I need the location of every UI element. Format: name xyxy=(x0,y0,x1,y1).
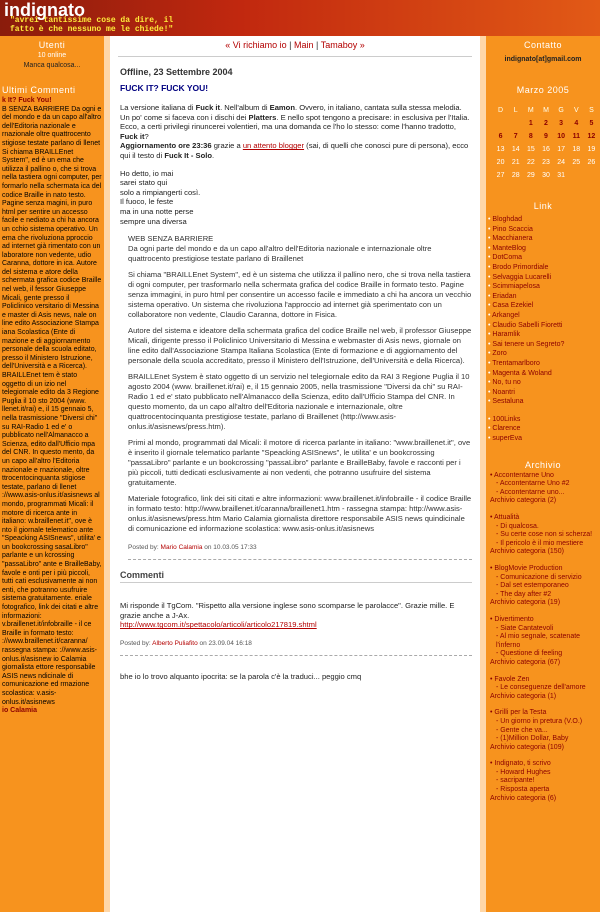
comment-2: bhe io lo trovo alquanto ipocrita: se la parola c'è la traduci... peggio cmq xyxy=(120,671,362,681)
tgcom-link[interactable]: http://www.tgcom.it/spettacolo/articoli/articolo217819.shtml xyxy=(120,620,317,630)
author-link[interactable]: Mario Calamia xyxy=(160,544,203,552)
archive-entry[interactable]: - Al mio segnale, scatenate l'inferno xyxy=(496,633,581,649)
calendar-day: 28 xyxy=(511,172,520,179)
link-list-2 xyxy=(488,415,600,444)
archive-entry[interactable]: - Siate Cantatevoli xyxy=(496,624,554,632)
link-item: • Pino Scaccia xyxy=(488,225,533,233)
link-item: • Arkangel xyxy=(488,311,520,319)
archive-entry[interactable]: - Accontentarne uno... xyxy=(496,488,565,496)
link-title: Link xyxy=(533,201,553,211)
online-count: 10 online xyxy=(37,52,67,59)
archive-category[interactable]: • Divertimento xyxy=(490,615,534,623)
archive-category-link[interactable]: Archivio categoria (109) xyxy=(490,743,564,751)
archive-list xyxy=(490,472,600,804)
link-item-anchor[interactable]: Sestaluna xyxy=(492,398,524,406)
link-item: • Haramlik xyxy=(488,331,521,339)
comment-author-link[interactable]: Alberto Puliafito xyxy=(152,639,198,647)
archive-category-link[interactable]: Archivio categoria (6) xyxy=(490,794,557,802)
link-item: • Macchianera xyxy=(488,235,533,243)
link-list xyxy=(488,215,600,407)
calendar-day: 27 xyxy=(496,172,505,179)
contatto-title: Contatto xyxy=(523,40,563,50)
archive-entry[interactable]: - Questione di feeling xyxy=(496,650,563,658)
archive-entry[interactable]: - Su certe cose non si scherza! xyxy=(496,531,593,539)
link-item-anchor[interactable]: Arkangel xyxy=(492,311,520,319)
calendar-weekday: M xyxy=(543,107,549,114)
calendar-weekday: D xyxy=(498,107,504,114)
calendar-day: 19 xyxy=(587,146,596,153)
link-item-anchor[interactable]: Bloghdad xyxy=(492,216,522,223)
archive-category[interactable]: • BlogMovie Production xyxy=(490,565,563,572)
link-item-anchor[interactable]: DotComa xyxy=(492,254,522,262)
calendar-title: Marzo 2005 xyxy=(516,85,570,95)
ultimi-commenti-title: Ultimi Commenti xyxy=(2,85,76,95)
calendar-weekday: V xyxy=(573,107,579,114)
archive-category[interactable]: • Indignato, ti scrivo xyxy=(490,760,551,768)
calendar-day: 21 xyxy=(511,159,520,166)
link-item-anchor[interactable]: Claudio Sabelli Fioretti xyxy=(492,321,563,329)
last-comment-text: B SENZA BARRIERE Da ogni e del mondo e da un capo all'altro dell'Editoria nazionale e rnazionale oltre quattrocento stigiose testate parlano di llenet Si chiama BRAILLEnet System", ed è un ema che utilizza il pallino o, che si trova nella tastiera ogni computer, per formarlo nella schermata ica del codice Braille in nato testo. Pagine senza magini, in puro html per sentire un accesso facile e nediato a chi ha ancora un cchio sistema operativo. Un ema che rivoluziona pproccio ad internet già rimentato con un laboratore non vedente, udio Caranna, dottore in ica. Autore del sistema e atore della schermata grafica codice Braille nel web, il fessor Giuseppe Micali, gente presso il Policlinico versitario di Messina e master di Asis news, nale on line edito Associazione Stampa iana Scolastica (Ente di mazione e di aggiornamento personale della scuola editato, presso il Ministero Istruzione, dell'Università e a Ricerca). BRAILLEnet tem è stato oggetto di un izio nel telegiornale edito da 3 Regione Puglia il 10 sto 2004 (www. llenet.it/rai) e, il 15 gennaio 5, nella trasmissione "Diversi chi" su RAI-Radio 1 ed e' o pubblicato nell'Almanacco a Scienza, edito dall'Ufficio mpa del CNR. In questo mento, da un capo all'altro l'Editoria nazionale e rnazionale, oltre ttrocentocinquanta stigiose testate, parlano di llenet ://www.asis-onlus.it/asisnews al mondo, programmati Micali: il motore di ricerca ante in italiano: w.braillenet.it", ove è nto il giornale telematico ante "Speacking ASISnews", utilita' e un bookcrossing sasaLibro" parlante e un kcrossing "passaLibro" ante e BrailleBaby, favole e onti per i più piccoli, tutti cati esclusivamente ai non enti, che potranno usufruire sistema gratuitamente. eriale fotografico, link dei citati e altre informazioni: v.braillenet.it/infobraille - il ce Braille in formato testo: ://www.braillenet.it/caranna/ rassegna stampa: ://www.asis-onlus.it/asisnew io Calamia giornalista ettore responsabile ASIS news ndicinale di comunicazione ed rmazione scolastica: v.asis-onlus.it/asisnews xyxy=(2,105,102,706)
post-body: La versione italiana di Fuck it. Nell'album di Eamon. Ovvero, in italiano, cantata sulla stessa melodia. Un po' come si faceva con i dischi dei Platters. E nello spot tengono a precisare: in esclusiva per l'Italia. Ecco, a certi privilegi rinuncerei volentieri, ma una domanda ce l'ho lo stesso: come l'hanno tradotto, Fuck it? Aggiornamento ore 23:36 grazie a un attento blogger (sai, di quelli che conosci pure di persona), ecco qui il testo di Fuck It - Solo. Ho detto, io mai sarei stato qui solo a rimpiangerti così. Il fuoco, le feste ma in una notte perse sempre una diversa xyxy=(120,103,472,226)
nav-main-link[interactable]: Main xyxy=(294,40,314,50)
last-comment-author[interactable]: io Calamia xyxy=(2,707,38,715)
link-item-anchor[interactable]: Pino Scaccia xyxy=(492,225,533,233)
link-item: • Magenta & Woland xyxy=(488,369,552,377)
link-item: • 100Links xyxy=(488,415,521,423)
link-item-anchor[interactable]: Selvaggia Lucarelli xyxy=(492,273,552,281)
archive-category-link[interactable]: Archivio categoria (67) xyxy=(490,658,561,666)
link-item: • Sestaluna xyxy=(488,398,524,406)
calendar-day[interactable]: 4 xyxy=(574,120,579,127)
calendar-day[interactable]: 11 xyxy=(572,133,580,140)
link-item: • Zoro xyxy=(488,350,507,358)
top-nav: « Vi richiamo io | Main | Tamaboy » xyxy=(225,40,365,50)
calendar-weekday: M xyxy=(527,107,534,114)
link-item: • Trentamarlboro xyxy=(488,359,540,367)
link-item-anchor[interactable]: Zoro xyxy=(492,350,507,358)
archive-entry[interactable]: - Dal set estemporaneo xyxy=(496,582,569,590)
calendar-day: 30 xyxy=(542,172,550,179)
link-item-anchor[interactable]: superEva xyxy=(492,435,522,443)
archivio-title: Archivio xyxy=(524,459,561,470)
calendar-day: 14 xyxy=(511,146,520,153)
archive-group xyxy=(490,760,600,803)
post-date: Offline, 23 Settembre 2004 xyxy=(120,67,233,77)
calendar-day[interactable]: 8 xyxy=(528,133,533,140)
link-item: • Claudio Sabelli Fioretti xyxy=(488,321,563,329)
comment-1-footer: Posted by: Alberto Puliafito on 23.09.04 16:18 xyxy=(120,640,472,656)
calendar-day: 29 xyxy=(526,172,535,179)
link-item: • ManteBlog xyxy=(488,244,526,252)
left-sidebar xyxy=(0,36,104,912)
link-item-anchor[interactable]: Scimmiapelosa xyxy=(492,283,540,291)
calendar-day xyxy=(494,118,507,129)
calendar-day: 13 xyxy=(496,146,505,153)
right-sidebar xyxy=(486,36,600,912)
link-item: • Scimmiapelosa xyxy=(488,283,540,291)
archive-group xyxy=(490,565,600,608)
blogger-link[interactable]: un attento blogger xyxy=(242,141,305,151)
calendar-weekday: L xyxy=(513,107,518,114)
calendar-weekday: S xyxy=(589,107,594,114)
link-item: • Casa Ezekiel xyxy=(488,302,534,310)
archive-category[interactable]: • Accontentarne Uno xyxy=(490,471,554,479)
calendar-day xyxy=(585,170,598,181)
archive-group xyxy=(490,514,600,557)
archive-category-link[interactable]: Archivio categoria (2) xyxy=(490,497,557,505)
calendar-day xyxy=(509,118,522,129)
link-item-anchor[interactable]: Macchianera xyxy=(492,235,533,243)
site-tagline: "avrei tantissime cose da dire, il fatto è che nessuno me le chiede!" xyxy=(10,16,174,34)
link-item-anchor[interactable]: Trentamarlboro xyxy=(492,359,540,367)
site-title[interactable]: indignato xyxy=(4,0,85,20)
archive-entry[interactable]: - (1)Million Dollar, Baby xyxy=(496,735,569,743)
archive-group xyxy=(490,616,600,668)
link-item: • Eriadan xyxy=(488,292,517,300)
calendar xyxy=(492,103,600,183)
archive-entry[interactable]: - Il pericolo è il mio mestiere xyxy=(496,539,584,547)
calendar-day: 20 xyxy=(496,159,505,166)
calendar-day[interactable]: 10 xyxy=(557,133,566,140)
link-item-anchor[interactable]: Casa Ezekiel xyxy=(492,302,534,310)
archive-group xyxy=(490,676,600,702)
calendar-day[interactable]: 12 xyxy=(587,133,596,140)
calendar-day: 16 xyxy=(542,146,550,153)
utenti-title: Utenti xyxy=(38,40,66,50)
link-item-anchor[interactable]: Sai tenere un Segreto? xyxy=(492,340,565,348)
archive-entry[interactable]: - Le conseguenze dell'amore xyxy=(496,684,586,692)
calendar-day: 18 xyxy=(572,146,581,153)
calendar-day: 24 xyxy=(557,159,566,166)
calendar-day[interactable]: 7 xyxy=(513,133,518,140)
post-footer: Posted by: Mario Calamia on 10.03.05 17:33 xyxy=(128,544,472,560)
link-item-anchor[interactable]: Magenta & Woland xyxy=(492,369,552,377)
calendar-day xyxy=(570,170,583,181)
archive-entry[interactable]: - Di qualcosa. xyxy=(496,522,539,530)
nav-prev-link[interactable]: « Vi richiamo io xyxy=(225,40,287,50)
archive-category-link[interactable]: Archivio categoria (19) xyxy=(490,599,561,607)
link-item: • Sai tenere un Segreto? xyxy=(488,340,565,348)
calendar-day: 26 xyxy=(587,159,596,166)
nav-next-link[interactable]: Tamaboy » xyxy=(320,40,365,50)
calendar-day[interactable]: 2 xyxy=(544,120,548,127)
link-item: • No, tu no xyxy=(488,379,521,387)
link-item: • Brodo Primordiale xyxy=(488,263,549,271)
calendar-day[interactable]: 3 xyxy=(559,120,564,127)
archive-category[interactable]: • Grilli per la Testa xyxy=(490,709,547,717)
link-item-anchor[interactable]: Eriadan xyxy=(492,292,517,300)
archive-entry[interactable]: - Accontentarne Uno #2 xyxy=(496,480,570,488)
link-item: • Bloghdad xyxy=(488,216,522,223)
link-item-anchor[interactable]: No, tu no xyxy=(492,379,521,387)
link-item-anchor[interactable]: 100Links xyxy=(492,415,521,423)
archive-group xyxy=(490,709,600,752)
archive-entry[interactable]: - sacripante! xyxy=(496,777,535,785)
post-title[interactable]: FUCK IT? FUCK YOU! xyxy=(120,83,209,93)
archive-entry[interactable]: - Gente che va... xyxy=(496,726,548,734)
link-item-anchor[interactable]: Noantri xyxy=(492,388,515,396)
last-comment-title[interactable]: k It? Fuck You! xyxy=(2,97,52,104)
link-item: • superEva xyxy=(488,435,522,443)
link-item-anchor[interactable]: Clarence xyxy=(492,425,521,433)
calendar-day: 25 xyxy=(572,159,581,166)
calendar-weekday: G xyxy=(558,107,564,114)
link-item: • Selvaggia Lucarelli xyxy=(488,273,552,281)
link-item: • Clarence xyxy=(488,425,521,433)
archive-entry[interactable]: - Howard Hughes xyxy=(496,768,551,776)
archive-entry[interactable]: - Un giorno in pretura (V.O.) xyxy=(496,717,583,725)
manca-link[interactable]: Manca qualcosa... xyxy=(23,62,81,69)
archive-category-link[interactable]: Archivio categoria (1) xyxy=(490,692,557,700)
link-item: • Noantri xyxy=(488,388,515,396)
calendar-day: 22 xyxy=(526,159,535,166)
archive-category[interactable]: • Attualità xyxy=(490,514,520,522)
link-item-anchor[interactable]: Haramlik xyxy=(492,331,521,339)
comments-heading: Commenti xyxy=(120,570,472,583)
calendar-day: 23 xyxy=(542,159,550,166)
archive-entry[interactable]: - The day after #2 xyxy=(496,590,552,598)
calendar-day[interactable]: 1 xyxy=(528,120,533,127)
calendar-day: 31 xyxy=(557,172,566,179)
calendar-day[interactable]: 5 xyxy=(589,120,594,127)
link-item-anchor[interactable]: Brodo Primordiale xyxy=(492,263,549,271)
calendar-day[interactable]: 9 xyxy=(544,133,548,140)
link-item-anchor[interactable]: ManteBlog xyxy=(492,244,526,252)
lyrics: Ho detto, io mai sarei stato qui solo a rimpiangerti così. Il fuoco, le feste ma in una notte perse sempre una diversa xyxy=(120,168,201,226)
main-content xyxy=(104,36,486,912)
contact-email[interactable]: indignato[at]gmail.com xyxy=(504,56,582,63)
calendar-day[interactable]: 6 xyxy=(498,133,503,140)
archive-category-link[interactable]: Archivio categoria (150) xyxy=(490,548,564,556)
comment-1: Mi risponde il TgCom. "Rispetto alla versione inglese sono scomparse le parolacce". Grazie mille. E grazie anche a J-Ax. http://www.tgcom.it/spettacolo/articoli/articolo217819.shtml xyxy=(120,601,472,630)
calendar-day: 15 xyxy=(526,146,535,153)
link-item: • DotComa xyxy=(488,254,522,262)
calendar-day: 17 xyxy=(557,146,566,153)
quoted-comment: WEB SENZA BARRIERE Da ogni parte del mondo e da un capo all'altro dell'Editoria nazionale e internazionale oltre quattrocento prestigiose testate parlano di Braillenet Si chiama "BRAILLEnet System", ed è un sistema che utilizza il pallino nero, che si trova nella tastiera di ogni computer, per trasformarlo nella schermata grafica del codice Braille in formato testo. Pagine senza immagini, in puro html per consentire un accesso facile e immediato a chi ha ancora un vecchio sistema operativo. Un sistema che rivoluziona l'approccio ad internet già sperimentato con un collaboratore non vedente, Claudio Caranna, dottore in Fisica. Autore del sistema e ideatore della schermata grafica del codice Braille nel web, il professor Giuseppe Micali, dirigente presso il Policlinico Universitario di Messina e webmaster di Asis news, giornale on line edito dall'Associazione Stampa Italiana Scolastica (Ente di formazione e di aggiornamento del personale della scuola accreditato, presso il Ministero dell'Istruzione, dell'Università e della Ricerca). BRAILLEnet System è stato oggetto di un servizio nel telegiornale edito da RAI 3 Regione Puglia il 10 agosto 2004 (www. braillenet.it/rai) e, il 15 gennaio 2005, nella trasmissione "Diversi da chi" su RAI-Radio 1 ed e' stato pubblicato nell'Almanacco della Scienza, edito dall'Ufficio Stampa del CNR. In questo momento, da un capo all'altro dell'Editoria nazionale e internazionale, oltre quattrocentocinquanta prestigiose testate, parlano di Braillenet (http://www.asis-onlus.it/asisnews/press.htm). Primi al mondo, programmati dal Micali: il motore di ricerca parlante in italiano: "www.braillenet.it", ove è inserito il giornale telematico parlante "Speacking ASISnews", le utilita' e un bookcrossing "passaLibro" parlante e un bookcrossing "passaLibro" parlante e BrailleBaby, favole e racconti per i più piccoli, tutti dedicati esclusivamente ai non vedenti, che potranno usufruire del sistema gratuitamente. Materiale fotografico, link dei siti citati e altre informazioni: www.braillenet.it/infobraille - il codice Braille in formato testo: http://www.braillenet.it/caranna/braillenet1.htm - rassegna stampa: http://www.asis-onlus.it/asisnews/press.htm Mario Calamia giornalista direttore responsabile ASIS news quindicinale di comunicazione ed informazione scolastica: www.asis-onlus.it/asisnews xyxy=(128,234,472,534)
site-header xyxy=(0,0,600,36)
archive-group xyxy=(490,472,600,506)
archive-category[interactable]: • Favole Zen xyxy=(490,675,530,683)
archive-entry[interactable]: - Comunicazione di servizio xyxy=(496,573,582,581)
archive-entry[interactable]: - Risposta aperta xyxy=(496,786,550,794)
